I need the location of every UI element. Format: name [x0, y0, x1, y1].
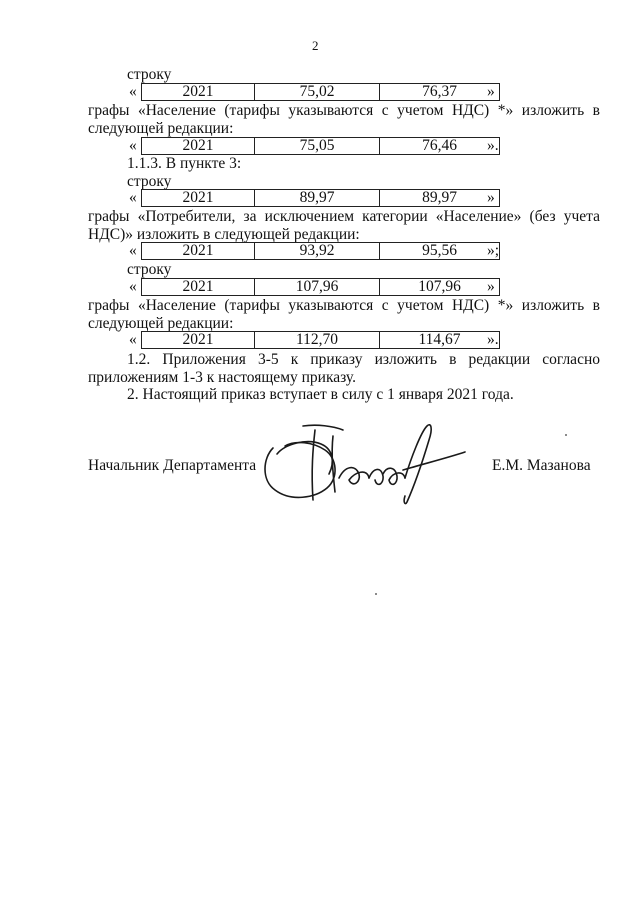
value-cell-2: 114,67: [380, 332, 500, 349]
paragraph-line: графы «Потребители, за исключением категории «Население» (без учета: [88, 208, 600, 225]
paragraph-line: приложениям 1-3 к настоящему приказу.: [88, 369, 357, 386]
scan-speck: [565, 434, 567, 436]
open-quote: «: [129, 278, 137, 295]
row-label: строку: [127, 66, 172, 83]
tariff-row: [127, 83, 507, 101]
paragraph-line: графы «Население (тарифы указываются с учетом НДС) *» изложить в: [88, 297, 600, 314]
value-cell-1: 107,96: [255, 279, 380, 296]
year-cell: 2021: [142, 243, 255, 260]
page-number: 2: [312, 38, 319, 53]
value-cell-1: 75,05: [255, 138, 380, 155]
handwritten-signature: [255, 418, 470, 508]
tariff-table: [141, 83, 500, 101]
year-cell: 2021: [142, 332, 255, 349]
tariff-table: [141, 331, 500, 349]
open-quote: «: [129, 137, 137, 154]
paragraph-line: НДС)» изложить в следующей редакции:: [88, 226, 360, 243]
tariff-row: [127, 189, 507, 207]
value-cell-1: 112,70: [255, 332, 380, 349]
tariff-row: [127, 331, 517, 349]
year-cell: 2021: [142, 84, 255, 101]
close-quote: ».: [487, 331, 499, 348]
tariff-table: [141, 189, 500, 207]
year-cell: 2021: [142, 279, 255, 296]
row-label: строку: [127, 261, 172, 278]
value-cell-2: 95,56: [380, 243, 500, 260]
scan-speck: [375, 593, 377, 595]
value-cell-2: 76,37: [380, 84, 500, 101]
paragraph-line: 2. Настоящий приказ вступает в силу с 1 января 2021 года.: [127, 386, 514, 403]
close-quote: »;: [487, 242, 500, 259]
tariff-table: [141, 137, 500, 155]
row-label: строку: [127, 173, 172, 190]
tariff-table: [141, 278, 500, 296]
signatory-position: Начальник Департамента: [88, 457, 257, 474]
value-cell-2: 76,46: [380, 138, 500, 155]
value-cell-1: 93,92: [255, 243, 380, 260]
tariff-row: [127, 242, 517, 260]
tariff-table: [141, 242, 500, 260]
section-heading: 1.1.3. В пункте 3:: [127, 155, 242, 172]
open-quote: «: [129, 242, 137, 259]
open-quote: «: [129, 189, 137, 206]
paragraph-line: следующей редакции:: [88, 315, 234, 332]
paragraph-line: графы «Население (тарифы указываются с учетом НДС) *» изложить в: [88, 102, 600, 119]
open-quote: «: [129, 331, 137, 348]
signatory-name: Е.М. Мазанова: [492, 457, 591, 474]
open-quote: «: [129, 83, 137, 100]
close-quote: »: [487, 278, 495, 295]
value-cell-2: 107,96: [380, 279, 500, 296]
tariff-row: [127, 137, 517, 155]
close-quote: »: [487, 83, 495, 100]
paragraph-line: 1.2. Приложения 3-5 к приказу изложить в редакции согласно: [127, 351, 600, 368]
year-cell: 2021: [142, 190, 255, 207]
year-cell: 2021: [142, 138, 255, 155]
value-cell-2: 89,97: [380, 190, 500, 207]
paragraph-line: следующей редакции:: [88, 120, 234, 137]
close-quote: »: [487, 189, 495, 206]
tariff-row: [127, 278, 507, 296]
close-quote: ».: [487, 137, 499, 154]
value-cell-1: 89,97: [255, 190, 380, 207]
value-cell-1: 75,02: [255, 84, 380, 101]
